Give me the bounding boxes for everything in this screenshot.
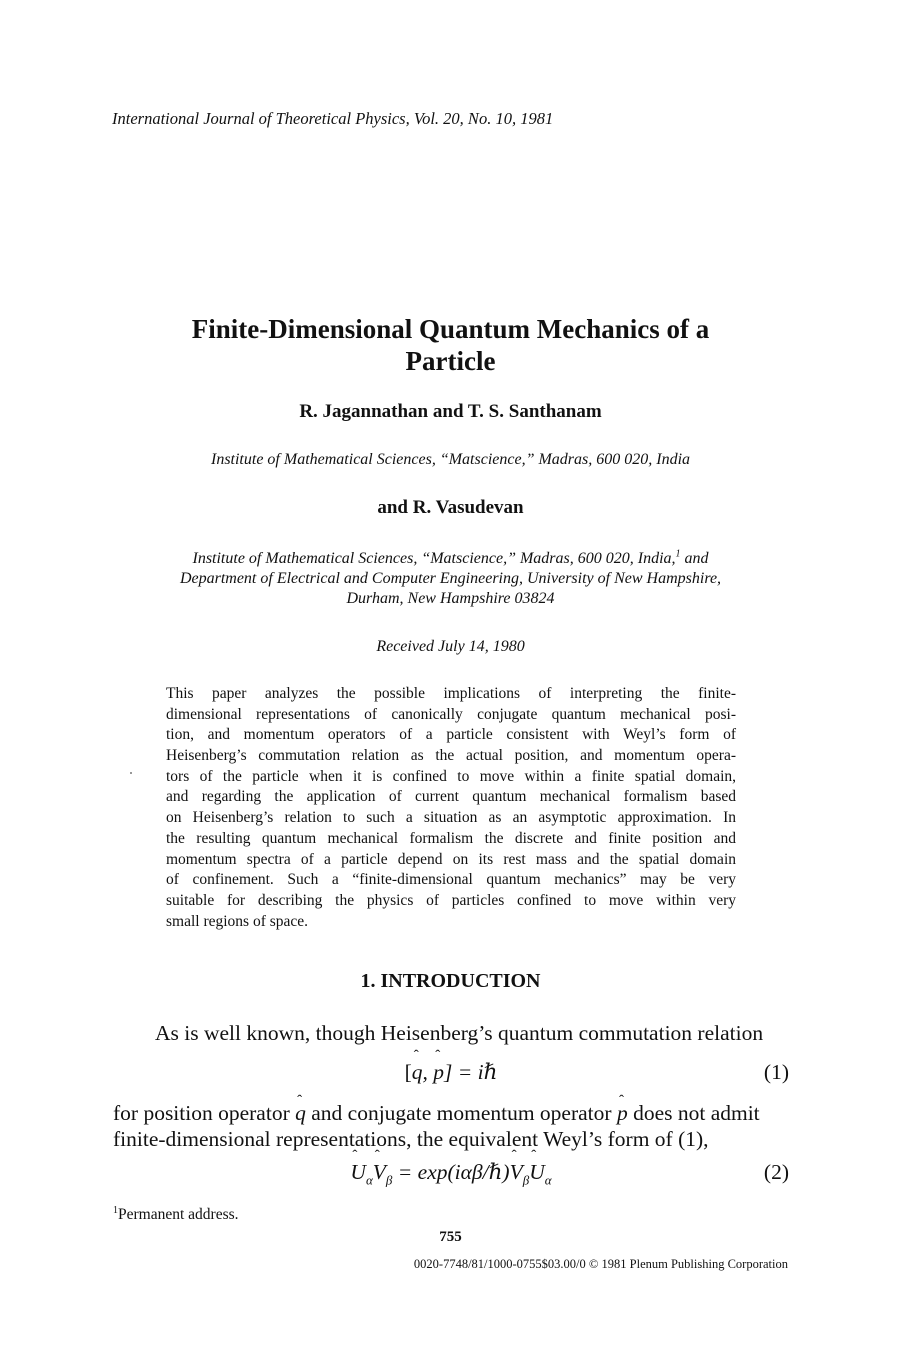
abstract-line: and regarding the application of current quantum mechanical formalism based: [166, 788, 736, 806]
title-line-2: Particle: [405, 346, 496, 376]
authors-primary: R. Jagannathan and T. S. Santhanam: [299, 401, 602, 422]
affiliation-secondary-line-3: Durham, New Hampshire 03824: [346, 590, 555, 608]
abstract-line: This paper analyzes the possible implications of interpreting the finite-: [166, 685, 736, 702]
title-line-1: Finite-Dimensional Quantum Mechanics of a: [191, 314, 710, 344]
journal-header: International Journal of Theoretical Physics, Vol. 20, No. 10, 1981: [112, 109, 554, 128]
abstract-line: Heisenberg’s commutation relation as the actual position, and momentum opera-: [166, 747, 736, 765]
affiliation-secondary: [100, 545, 801, 609]
abstract-line: the resulting quantum mechanical formalism the discrete and finite position and: [166, 829, 736, 847]
footnote: [113, 1205, 239, 1224]
abstract-line: suitable for describing the physics of particles confined to move within very: [166, 891, 736, 909]
equation-1-body: [q ˆ, p ˆ] = iℏ: [113, 1060, 789, 1085]
footnote-mark: 1: [113, 1205, 118, 1216]
abstract-line: dimensional representations of canonically conjugate quantum mechanical posi-: [166, 705, 736, 723]
affiliation-secondary-line-2: Department of Electrical and Computer Engineering, University of New Hampshire,: [179, 570, 722, 588]
abstract-line: small regions of space.: [166, 912, 309, 930]
footnote-text: Permanent address.: [118, 1206, 239, 1224]
authors-secondary: and R. Vasudevan: [377, 497, 524, 518]
scan-speck: [130, 772, 132, 774]
received-date: Received July 14, 1980: [376, 638, 525, 655]
equation-1: [113, 1060, 789, 1090]
paper-title: [100, 313, 801, 377]
abstract-line: of confinement. Such a “finite-dimensional quantum mechanics” may be very: [166, 871, 736, 889]
equation-2: [113, 1160, 789, 1190]
abstract: [166, 684, 736, 932]
equation-1-number: (1): [763, 1060, 789, 1084]
equation-2-body: U ˆ$_\alpha$V ˆ$_\beta$ = exp(iαβ/ℏ)V ˆ$_\beta$U ˆ$_\alpha$: [113, 1160, 789, 1188]
equation-2-number: (2): [763, 1160, 789, 1184]
page-number: 755: [439, 1229, 462, 1245]
footnote-marker: 1: [675, 549, 681, 560]
abstract-line: tors of the particle when it is confined to move within a finite spatial domain,: [166, 767, 736, 785]
affiliation-primary: Institute of Mathematical Sciences, “Matscience,” Madras, 600 020, India: [210, 451, 691, 468]
intro-paragraph-1: As is well known, though Heisenberg’s quantum commutation relation: [155, 1021, 764, 1045]
copyright-line: 0020-7748/81/1000-0755$03.00/0 © 1981 Plenum Publishing Corporation: [413, 1257, 788, 1271]
intro-paragraph-2: for position operator q ˆ and conjugate momentum operator p ˆ does not admit finite-dimensional representations, the equivalent Weyl’s form of (1),: [113, 1100, 789, 1152]
affiliation-secondary-line-1: Institute of Mathematical Sciences, “Matscience,” Madras, 600 020, India,$^1$ and: [192, 549, 709, 568]
abstract-line: tion, and momentum operators of a particle consistent with Weyl’s form of: [166, 726, 736, 744]
abstract-line: on Heisenberg’s relation to such a situation as an asymptotic approximation. In: [166, 809, 736, 827]
section-heading: 1. INTRODUCTION: [360, 970, 541, 992]
abstract-line: momentum spectra of a particle depend on its rest mass and the spatial domain: [166, 850, 736, 868]
